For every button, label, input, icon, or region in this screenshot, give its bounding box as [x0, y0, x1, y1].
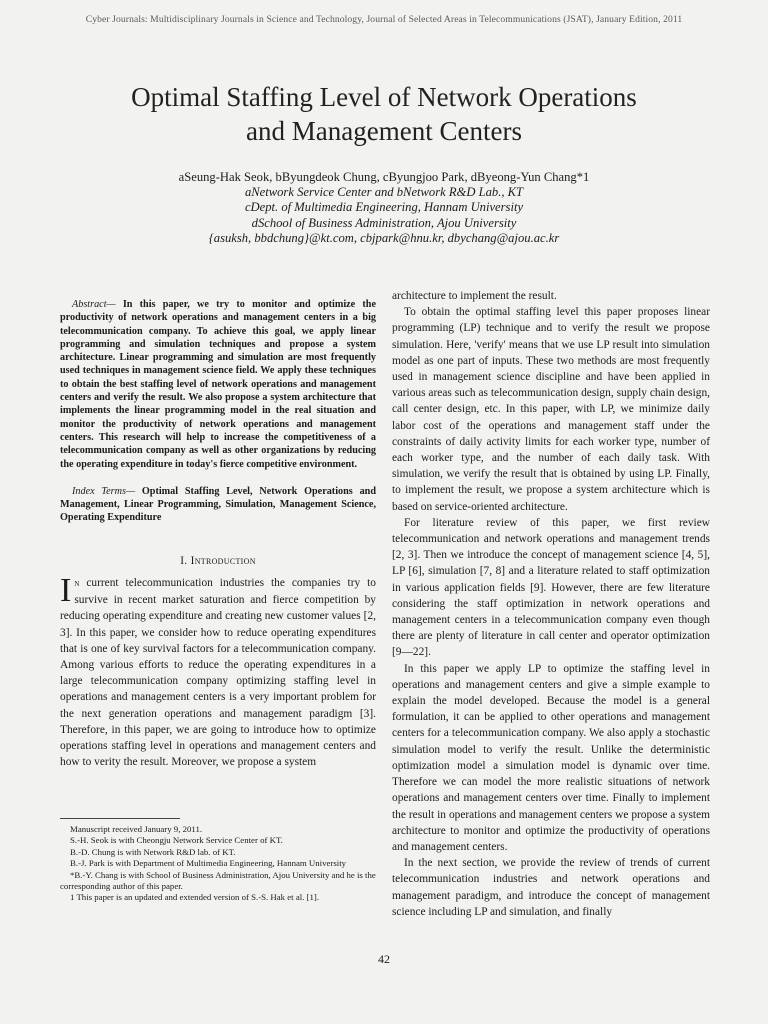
section-title: Introduction [190, 554, 256, 567]
footnotes [60, 824, 376, 904]
author-emails: {asuksh, bbdchung}@kt.com, cbjpark@hnu.kr, dbychang@ajou.ac.kr [208, 230, 560, 245]
section-heading-introduction [60, 553, 376, 569]
paper-title [60, 80, 708, 148]
index-terms-label: Index Terms— [72, 485, 136, 497]
abstract-label: Abstract— [72, 299, 116, 310]
body-paragraph: architecture to implement the result. [392, 290, 557, 302]
footnote: S.-H. Seok is with Cheongju Network Service Center of KT. [70, 835, 283, 846]
page-number: 42 [378, 952, 390, 966]
footnote: *B.-Y. Chang is with School of Business Administration, Ajou University and he is the corresponding author of this paper. [60, 869, 376, 892]
body-paragraph: To obtain the optimal staffing level this paper proposes linear programming (LP) technique and to verify the result we propose simulation. Here, 'verify' means that we use LP result into simulation model as one part of inputs. These two methods are most frequently used in management science discipline and have been applied in various areas such as telecommunication design, supply chain design, call center design, etc. In this paper, with LP, we minimize daily labor cost of the operations and management staff under the constraints of daily activity limits for each worker type, number of each worker type, and the number of each daily task. With simulation, we verify the result that is obtained by using LP. Finally, to implement the result, we propose a system architecture which is based on service-oriented architecture. [392, 306, 710, 513]
author-block [80, 170, 688, 246]
intro-text: current telecommunication industries the companies try to survive in recent market saturation and fierce competition by reducing operating expenditure and creating new customer values [2, 3]. In this paper, we consider how to reduce operating expenditures that is one of key survival factors for a telecommunication company. Among various efforts to reduce the operating expenditures in a large telecommunication company optimizing staffing level in operations and management centers is a very important problem for the next generation operations and management paradigm [3]. Therefore, in this paper, we are going to introduce how to optimize operations staffing level in operations and management centers and how to verity the result. Moreover, we propose a system [60, 576, 376, 769]
intro-smallcaps: n [74, 577, 80, 589]
abstract [60, 298, 376, 471]
drop-cap: I [60, 571, 72, 609]
affiliation-kt: aNetwork Service Center and bNetwork R&D Lab., KT [244, 185, 524, 200]
body-paragraph: For literature review of this paper, we first review telecommunication and network operations and management trends [2, 3]. Then we introduce the concept of management science [4, 5], LP [6], simulation [7, 8] and a literature related to staff optimization in various application fields [9]. However, there are few literature considering the staff optimization in network operations and management centers in a telecommunication company even though there are plenty of literature in call center and operator optimization [9—22]. [392, 516, 710, 659]
section-number: I. [180, 554, 188, 567]
title-line-1: Optimal Staffing Level of Network Operations [131, 82, 637, 112]
left-column [60, 298, 376, 770]
author-names: aSeung-Hak Seok, bByungdeok Chung, cByungjoo Park, dByeong-Yun Chang*1 [178, 170, 590, 184]
abstract-text: In this paper, we try to monitor and optimize the productivity of network operations and management centers in a big telecommunication company. To achieve this goal, we apply linear programming and simulation techniques and propose a system architecture. Linear programming and simulation are most frequently used techniques in management science field. We apply these techniques to obtain the best staffing level of network operations and management centers and verify the result. We also propose a system architecture that implements the linear programming model in the real situation and monitor the productivity of network operations and management centers. This research will help to increase the competitiveness of a telecommunication company as well as other organizations by reducing the operating expenditure in today's fierce competitive environment. [60, 299, 376, 470]
affiliation-ajou: dSchool of Business Administration, Ajou University [251, 215, 517, 230]
index-terms-text: Optimal Staffing Level, Network Operations and Management, Linear Programming, Simulation, Management Science, Operating Expenditure [60, 485, 376, 524]
affiliation-hannam: cDept. of Multimedia Engineering, Hannam University [244, 200, 524, 215]
right-column [392, 288, 710, 920]
index-terms [60, 485, 376, 525]
footnote-rule [60, 818, 180, 819]
footnote: B.-D. Chung is with Network R&D lab. of KT. [70, 846, 236, 857]
body-paragraph: In the next section, we provide the review of trends of current telecommunication industries and network operations and management paradigm, and introduce the concept of management science including LP and simulation, and finally [392, 857, 710, 918]
footnote: 1 This paper is an updated and extended version of S.-S. Hak et al. [1]. [70, 892, 320, 903]
body-paragraph: In this paper we apply LP to optimize the staffing level in operations and management centers and give a simple example to explain the model developed. Because the model is a general formulation, it can be applied to other operations and management centers for a telecommunication company. We also apply a stochastic simulation model to verify the result. Unlike the deterministic optimization model a simulation model is dynamic over time. Therefore we can model the more realistic situations of network operations and management centers over time. Finally to implement the result in operations and management centers we propose a system architecture to monitor and optimize the productivity of operations and management centers. [392, 662, 710, 853]
footnote: Manuscript received January 9, 2011. [70, 824, 203, 834]
intro-paragraph [60, 571, 376, 770]
running-header: Cyber Journals: Multidisciplinary Journals in Science and Technology, Journal of Selected Areas in Telecommunications (JSAT), January Edition, 2011 [85, 14, 683, 25]
title-line-2: and Management Centers [246, 116, 522, 146]
footnote: B.-J. Park is with Department of Multimedia Engineering, Hannam University [70, 858, 347, 869]
